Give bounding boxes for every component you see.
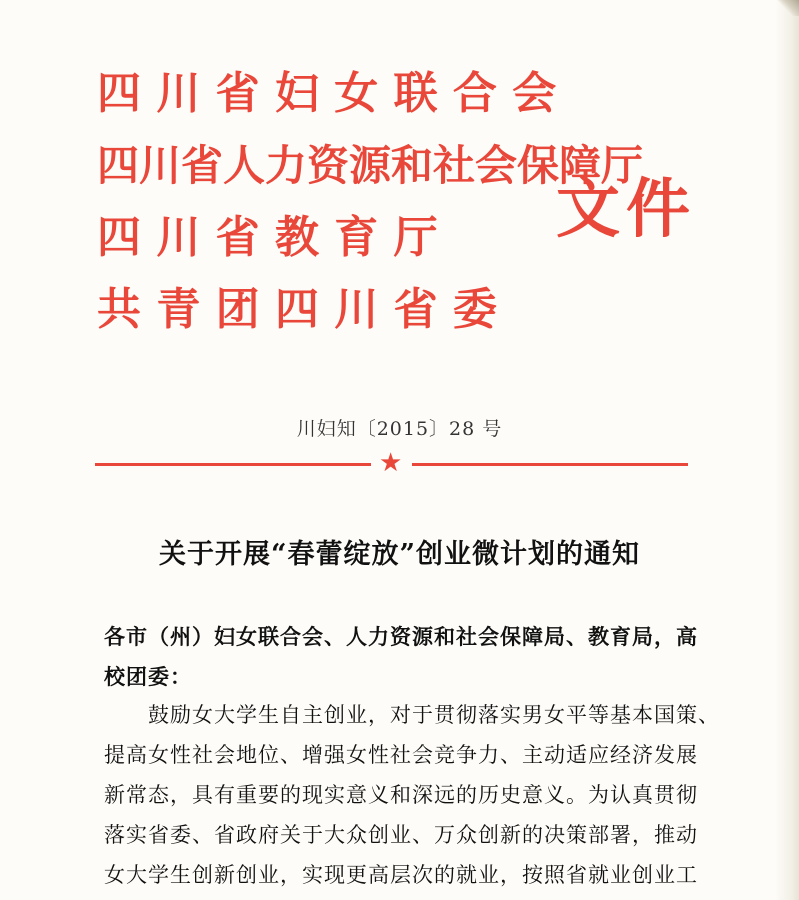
page-fold-corner: [777, 0, 799, 16]
recipients-line: 校团委：: [104, 664, 192, 689]
divider-line-right: [412, 463, 688, 466]
recipients: [104, 618, 704, 698]
body-line: 新常态，具有重要的现实意义和深远的历史意义。为认真贯彻: [104, 783, 698, 807]
agency-hr-social-security: 四川省人力资源和社会保障厅: [97, 141, 644, 190]
star-icon: ★: [379, 448, 403, 478]
body-line: 落实省委、省政府关于大众创业、万众创新的决策部署，推动: [104, 823, 698, 847]
recipients-line: 各市（州）妇女联合会、人力资源和社会保障局、教育局，高: [104, 624, 698, 649]
agency-education-department: 四 川 省 教 育 厅: [97, 212, 438, 263]
document-type-label: 文件: [556, 172, 696, 247]
body-paragraph: [104, 695, 720, 895]
agency-youth-league: 共 青 团 四 川 省 委: [97, 284, 497, 335]
body-line: 鼓励女大学生自主创业，对于贯彻落实男女平等基本国策、: [148, 703, 720, 727]
red-divider: [95, 448, 688, 478]
page-edge: [775, 0, 799, 900]
body-line: 提高女性社会地位、增强女性社会竞争力、主动适应经济发展: [104, 743, 698, 767]
agency-womens-federation: 四 川 省 妇 女 联 合 会: [97, 68, 557, 119]
divider-line-left: [95, 463, 371, 466]
body-line: 女大学生创新创业，实现更高层次的就业，按照省就业创业工: [104, 863, 698, 887]
document-title: 关于开展“春蕾绽放”创业微计划的通知: [158, 539, 641, 570]
document-number: 川妇知〔2015〕28 号: [296, 418, 503, 440]
